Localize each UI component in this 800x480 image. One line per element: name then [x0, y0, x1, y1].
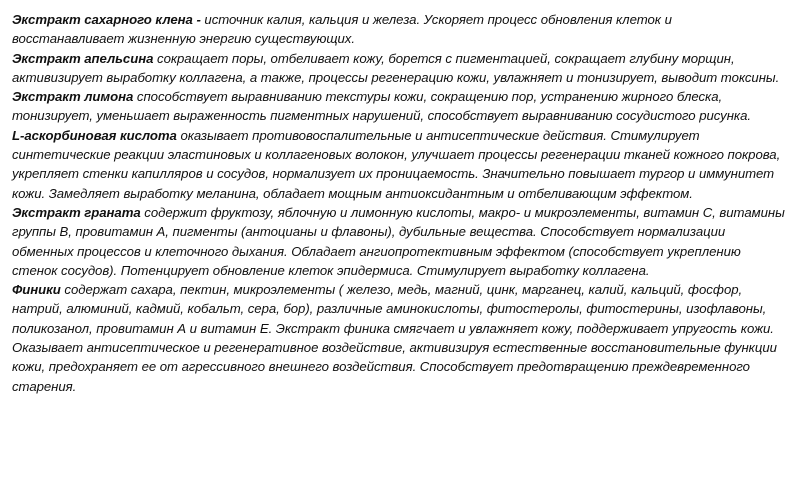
paragraph-dates: [12, 280, 786, 396]
paragraph-ascorbic-acid: [12, 126, 786, 203]
ingredient-name: Экстракт граната: [12, 204, 141, 220]
ingredient-description: содержит фруктозу, яблочную и лимонную кислоты, макро- и микроэлементы, витамин С, витамины группы В, провитамин А, пигменты (антоцианы и флавоны), дубильные вещества. Способствует нормализации обменных процессов и клеточного дыхания. Обладает ангиопротективным эффектом (способствует укреплению стенок сосудов). Потенцирует обновление клеток эпидермиса. Стимулирует выработку коллагена.: [12, 204, 785, 278]
ingredient-name: Экстракт лимона: [12, 89, 134, 105]
paragraph-maple-extract: [12, 10, 786, 49]
ingredient-name: Экстракт сахарного клена -: [12, 12, 201, 27]
ingredient-name: L-аскорбиновая кислота: [12, 127, 177, 143]
ingredient-description: сокращает поры, отбеливает кожу, борется с пигментацией, сокращает глубину морщин, активизирует выработку коллагена, а также, процессы регенерацию кожи, увлажняет и тонизирует, выводит токсины.: [12, 50, 780, 85]
ingredient-description: оказывает противовоспалительные и антисептические действия. Стимулирует синтетические реакции эластиновых и коллагеновых волокон, улучшает процессы регенерации тканей кожного покрова, укрепляет стенки капилляров и сосудов, нормализует их проницаемость. Значительно повышает тургор и иммунитет кожи. Замедляет выработку меланина, обладает мощным антиоксидантным и отбеливающим эффектом.: [12, 127, 781, 201]
paragraph-pomegranate-extract: [12, 203, 786, 280]
paragraph-lemon-extract: [12, 87, 786, 126]
paragraph-orange-extract: [12, 49, 786, 88]
ingredient-description: содержат сахара, пектин, микроэлементы ( железо, медь, магний, цинк, марганец, калий, кальций, фосфор, натрий, алюминий, кадмий, кобальт, сера, бор), различные аминокислоты, фитостеролы, фитостерины, изофлавоны, поликозанол, провитамин А и витамин Е. Экстракт финика смягчает и увлажняет кожу, поддерживает упругость кожи. Оказывает антисептическое и регенеративное воздействие, активизируя естественные восстановительные функции кожи, предохраняет ее от агрессивного внешнего воздействия. Способствует предотвращению преждевременного старения.: [12, 282, 777, 394]
ingredient-name: Экстракт апельсина: [12, 50, 154, 66]
ingredient-description: способствует выравниванию текстуры кожи, сокращению пор, устранению жирного блеска, тонизирует, уменьшает выраженность пигментных нарушений, способствует выравниванию сосудистого рисунка.: [12, 89, 751, 124]
ingredient-name: Финики: [12, 282, 61, 298]
ingredient-description: источник калия, кальция и железа. Ускоряет процесс обновления клеток и восстанавливает жизненную энергию существующих.: [12, 12, 672, 47]
